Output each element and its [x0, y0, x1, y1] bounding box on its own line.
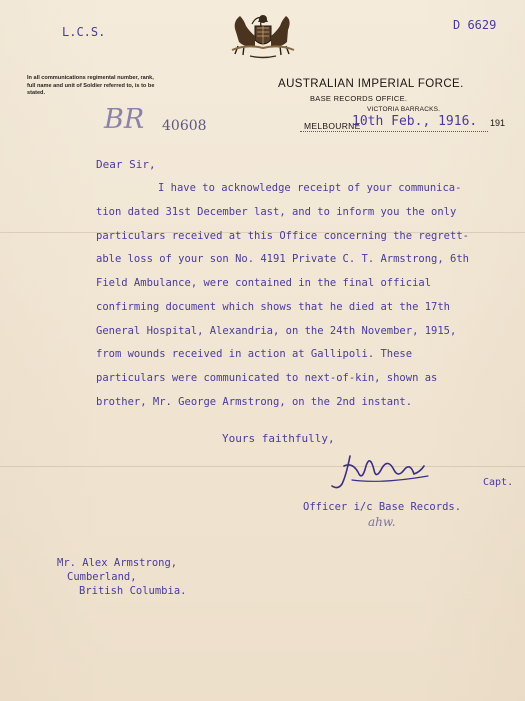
signer-title: Officer i/c Base Records. — [303, 501, 462, 513]
coat-of-arms-emblem — [222, 12, 304, 60]
barracks-name: VICTORIA BARRACKS. — [367, 106, 441, 113]
office-name: BASE RECORDS OFFICE. — [310, 94, 408, 103]
closing: Yours faithfully, — [222, 432, 335, 445]
rank: Capt. — [483, 477, 514, 488]
body-line: from wounds received in action at Gallipoli. These — [96, 348, 413, 360]
instructions-note: In all communications regimental number, rank, full name and unit of Soldier referred to, is to be stated. — [27, 75, 155, 96]
ref-right: D 6629 — [453, 18, 497, 32]
body-line: confirming document which shows that he died at the 17th — [96, 301, 451, 313]
body-line: brother, Mr. George Armstrong, on the 2nd instant. — [96, 396, 413, 408]
address-line: British Columbia. — [79, 585, 187, 597]
signature — [328, 450, 438, 494]
body-line: particulars were communicated to next-of-kin, shown as — [96, 372, 438, 384]
body-line: able loss of your son No. 4191 Private C. T. Armstrong, 6th — [96, 253, 469, 265]
address-line: Mr. Alex Armstrong, — [57, 557, 178, 569]
body-line: General Hospital, Alexandria, on the 24th November, 1915, — [96, 325, 457, 337]
address-line: Cumberland, — [67, 571, 137, 583]
body-line: tion dated 31st December last, and to inform you the only — [96, 206, 457, 218]
year-suffix: 191 — [490, 118, 506, 128]
org-name: AUSTRALIAN IMPERIAL FORCE. — [278, 78, 464, 90]
fold-line-lower — [0, 466, 525, 467]
body-line: I have to acknowledge receipt of your communica- — [158, 182, 462, 194]
signature-text — [348, 458, 406, 476]
ref-left: L.C.S. — [62, 25, 106, 39]
body-line: Field Ambulance, were contained in the final official — [96, 277, 432, 289]
file-initials: BR — [104, 104, 145, 135]
salutation: Dear Sir, — [96, 158, 156, 171]
letter-date: 10th Feb., 1916. — [352, 114, 478, 129]
body-line: particulars received at this Office concerning the regrett- — [96, 230, 469, 242]
date-underline — [300, 131, 488, 133]
file-number: 40608 — [162, 118, 207, 134]
clerk-initials: ahw. — [368, 515, 396, 529]
city-name: MELBOURNE — [304, 121, 361, 131]
